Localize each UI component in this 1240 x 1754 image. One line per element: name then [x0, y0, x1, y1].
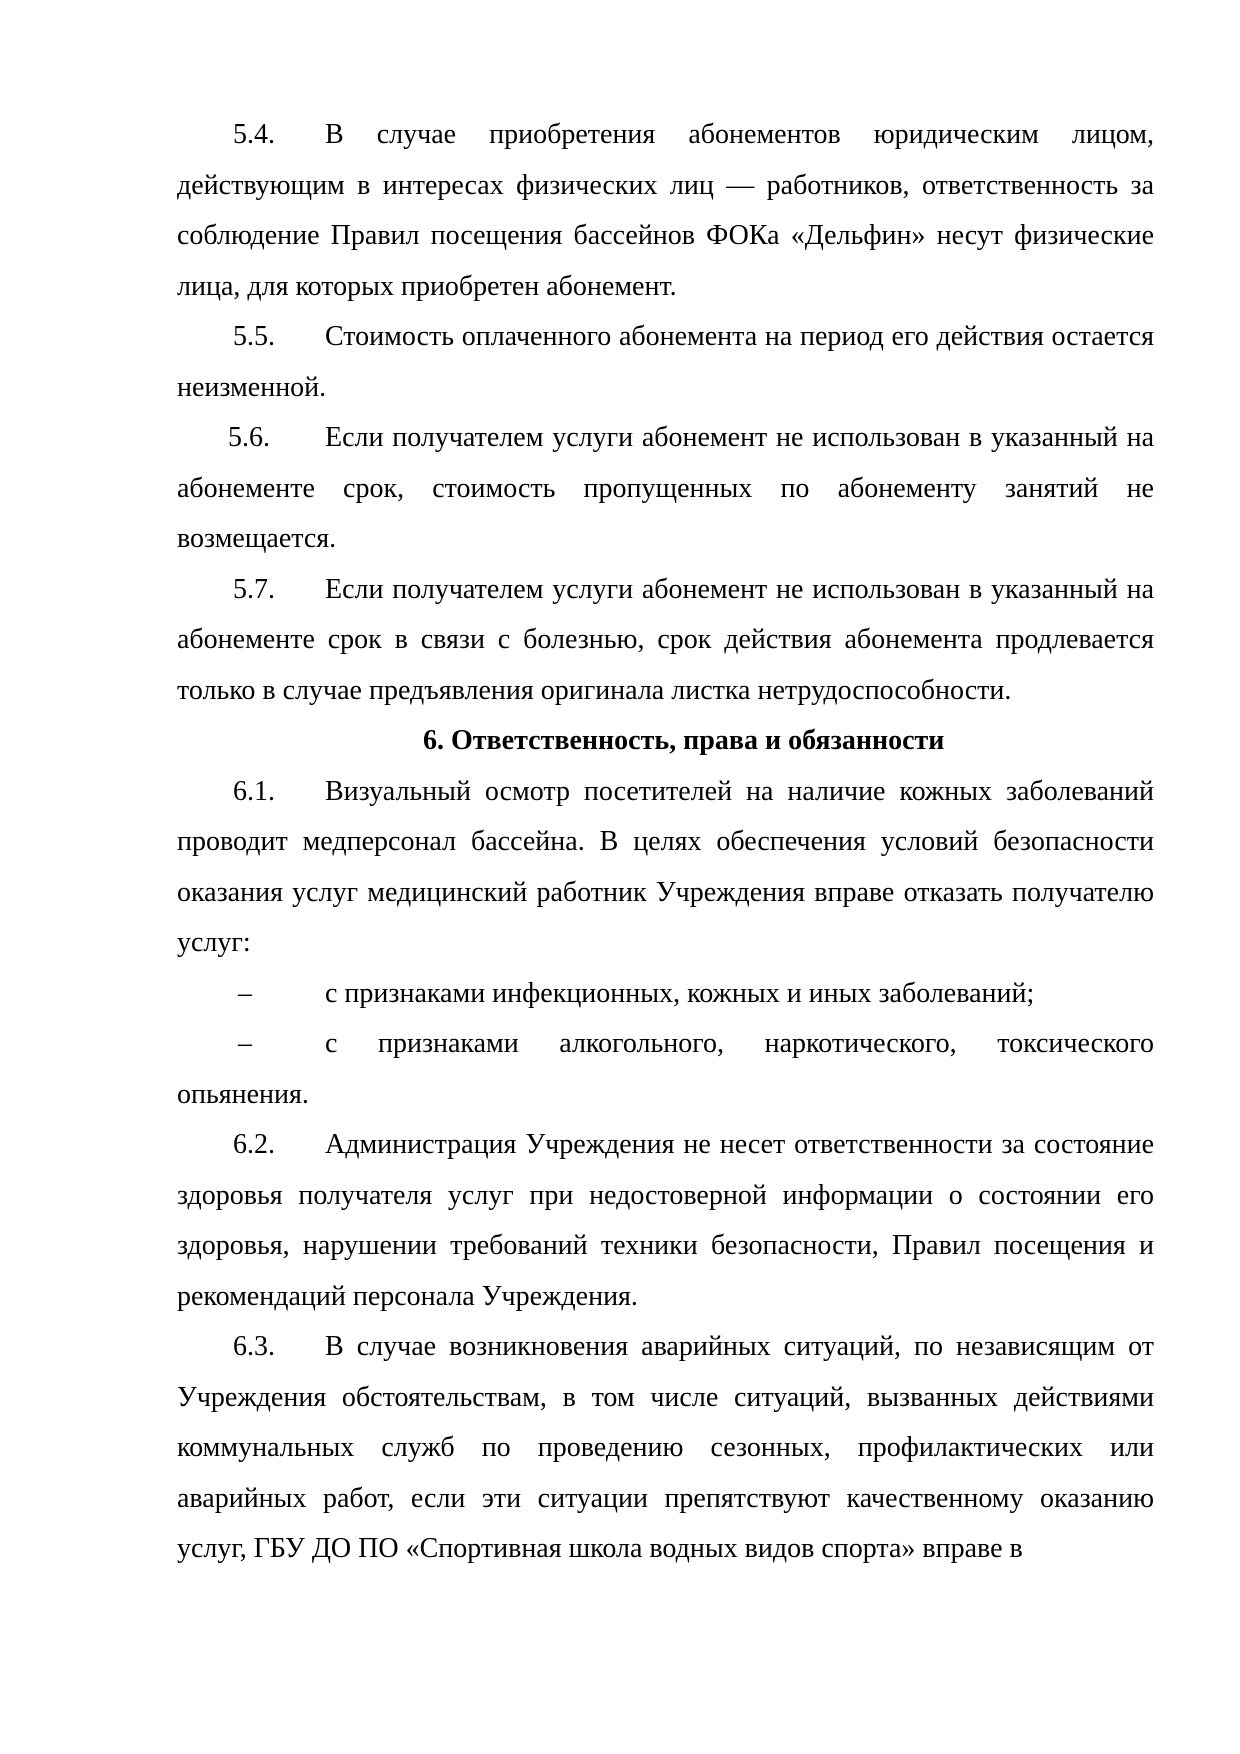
paragraph-number: 5.6. [228, 422, 270, 453]
paragraph-text: Если получателем услуги абонемент не использован в указанный на абонементе срок в связи с болезнью, срок действия абонемента продлевается только в случае предъявления оригинала листка нетрудоспособности. [177, 573, 1154, 706]
bullet-item [177, 969, 1154, 1020]
paragraph-5-6 [177, 413, 1154, 565]
paragraph-number: 6.1. [233, 775, 275, 807]
paragraph-text: В случае возникновения аварийных ситуаций, по независящим от Учреждения обстоятельствам, в том числе ситуаций, вызванных действиями коммунальных служб по проведению сезонных, профилактических или аварийных работ, если эти ситуации препятствуют качественному оказанию услуг, ГБУ ДО ПО «Спортивная школа водных видов спорта» вправе в [177, 1331, 1154, 1564]
paragraph-number: 5.7. [233, 573, 275, 605]
dash-marker: – [238, 977, 252, 1009]
paragraph-text: В случае приобретения абонементов юридическим лицом, действующим в интересах физических лиц — работников, ответственность за соблюдение Правил посещения бассейнов ФОКа «Дельфин» несут физические лица, для которых приобретен абонемент. [177, 119, 1154, 302]
bullet-item [177, 1019, 1154, 1120]
paragraph-6-1 [177, 767, 1154, 969]
paragraph-number: 5.5. [233, 321, 275, 352]
paragraph-6-2 [177, 1120, 1154, 1322]
paragraph-number: 6.3. [233, 1331, 275, 1362]
paragraph-text: Если получателем услуги абонемент не использован в указанный на абонементе срок, стоимость пропущенных по абонементу занятий не возмещается. [177, 422, 1154, 554]
paragraph-text: Визуальный осмотр посетителей на наличие кожных заболеваний проводит медперсонал бассейна. В целях обеспечения условий безопасности оказания услуг медицинский работник Учреждения вправе отказать получателю услуг: [177, 775, 1154, 958]
paragraph-text: Стоимость оплаченного абонемента на период его действия остается неизменной. [177, 321, 1154, 403]
dash-marker: – [238, 1028, 252, 1059]
document-page [177, 110, 1154, 1575]
section-heading: 6. Ответственность, права и обязанности [423, 725, 945, 756]
paragraph-number: 6.2. [233, 1129, 275, 1160]
bullet-text: с признаками инфекционных, кожных и иных заболеваний; [325, 977, 1035, 1009]
paragraph-5-4 [177, 110, 1154, 312]
paragraph-text: Администрация Учреждения не несет ответственности за состояние здоровья получателя услуг при недостоверной информации о состоянии его здоровья, нарушении требований техники безопасности, Правил посещения и рекомендаций персонала Учреждения. [177, 1129, 1154, 1312]
paragraph-5-7 [177, 565, 1154, 717]
paragraph-5-5 [177, 312, 1154, 413]
paragraph-number: 5.4. [233, 119, 275, 150]
bullet-text: с признаками алкогольного, наркотического, токсического опьянения. [177, 1028, 1154, 1110]
paragraph-6-3 [177, 1322, 1154, 1575]
